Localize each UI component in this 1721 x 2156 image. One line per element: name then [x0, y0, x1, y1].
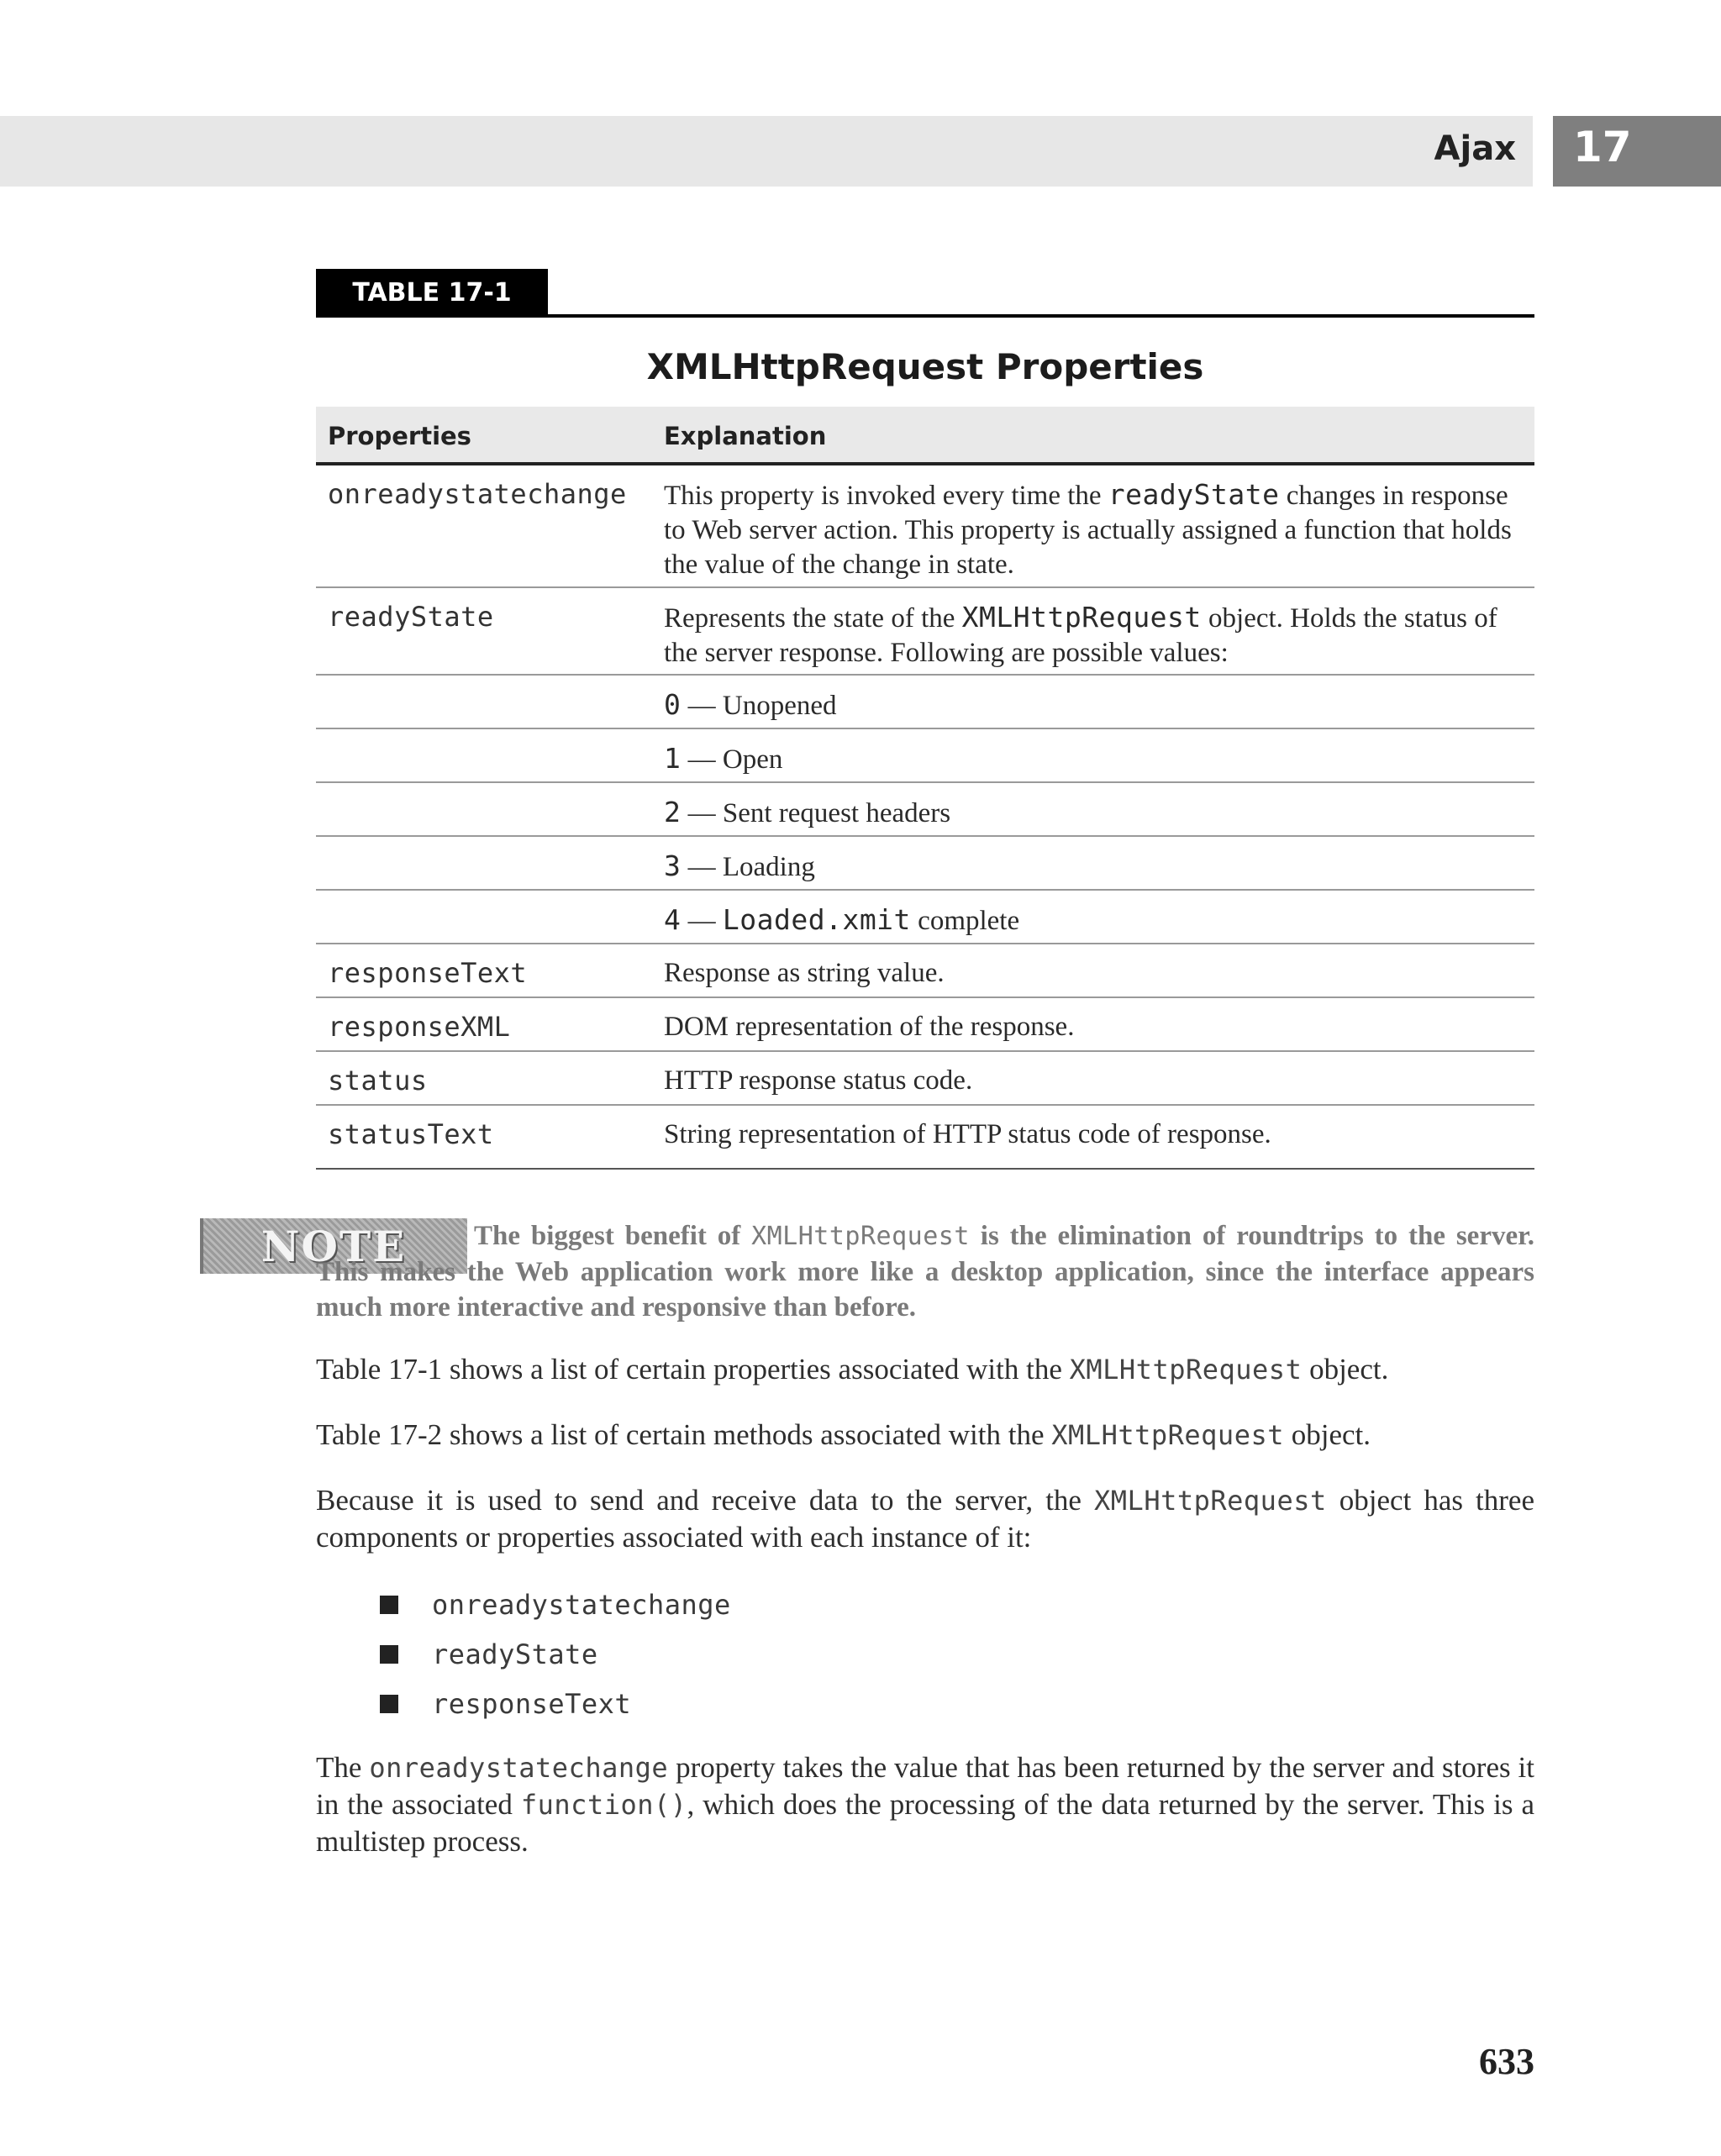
table-label: TABLE 17-1: [316, 269, 548, 316]
paragraph-code: XMLHttpRequest: [1051, 1419, 1284, 1451]
explanation-text: Response as string value.: [664, 958, 945, 988]
explanation-code: Loaded.xmit: [722, 903, 911, 936]
table-row: [316, 1052, 1534, 1106]
list-item-text: readyState: [432, 1638, 598, 1670]
explanation-text: changes in response to Web server action. This property is actually assigned a function that holds the value of the change in state.: [664, 481, 1512, 580]
property-explanation: [664, 891, 1521, 939]
running-header-title: Ajax: [1434, 129, 1516, 168]
list-item: [380, 1679, 731, 1728]
paragraph-code: XMLHttpRequest: [1094, 1485, 1327, 1517]
property-name: readyState: [328, 601, 494, 633]
table-row: [316, 465, 1534, 588]
property-explanation: [664, 729, 1521, 777]
page-number: 633: [1479, 2041, 1534, 2082]
paragraph-text: property takes the value that has been returned by the server and stores it in the associated: [316, 1751, 1534, 1821]
property-explanation: [664, 676, 1521, 723]
note-label: NOTE: [261, 1221, 407, 1271]
property-explanation: [664, 1052, 1521, 1098]
property-name: onreadystatechange: [328, 478, 627, 510]
property-name: responseText: [328, 957, 528, 989]
explanation-text: — Sent request headers: [681, 798, 951, 828]
bullet-square-icon: [380, 1695, 398, 1713]
paragraph-text: Table 17-1 shows a list of certain properties associated with the: [316, 1353, 1070, 1386]
explanation-text: String representation of HTTP status code of response.: [664, 1119, 1271, 1149]
paragraph-text: Because it is used to send and receive data to the server, the: [316, 1484, 1095, 1517]
paragraph-text: object.: [1283, 1418, 1371, 1451]
property-explanation: [664, 783, 1521, 831]
property-name: statusText: [328, 1118, 494, 1150]
property-name: status: [328, 1065, 428, 1096]
property-explanation: [664, 998, 1521, 1044]
explanation-text: object. Holds the status of the server response. Following are possible values:: [664, 603, 1497, 668]
list-item-text: onreadystatechange: [432, 1588, 731, 1621]
explanation-code: 4: [664, 903, 682, 936]
note-text: The biggest benefit of: [474, 1221, 752, 1251]
list-item: [380, 1629, 731, 1679]
paragraph-table-17-1: [316, 1351, 1534, 1388]
explanation-code: 0: [664, 688, 682, 721]
explanation-text: DOM representation of the response.: [664, 1012, 1075, 1042]
table-row: [316, 998, 1534, 1052]
property-explanation: [664, 465, 1521, 582]
paragraph-code: XMLHttpRequest: [1069, 1354, 1303, 1386]
paragraph-text: The: [316, 1751, 370, 1784]
explanation-text: — Loading: [681, 852, 815, 882]
explanation-code: readyState: [1108, 478, 1280, 511]
table-title: XMLHttpRequest Properties: [646, 346, 1204, 387]
paragraph-text: Table 17-2 shows a list of certain methods associated with the: [316, 1418, 1052, 1451]
explanation-text: Represents the state of the: [664, 603, 962, 634]
bullet-square-icon: [380, 1645, 398, 1664]
note-text: is the elimination of roundtrips to the server. This makes the Web application work more like a desktop application, since the interface appears much more interactive and responsive than before.: [316, 1221, 1534, 1323]
paragraph-text: , which does the processing of the data returned by the server. This is a multistep process.: [316, 1788, 1535, 1858]
explanation-text: —: [681, 906, 723, 936]
property-name: responseXML: [328, 1011, 511, 1043]
column-header-explanation: Explanation: [664, 422, 827, 450]
explanation-text: — Unopened: [681, 691, 837, 721]
paragraph-table-17-2: [316, 1417, 1534, 1454]
running-header-band: [0, 116, 1533, 187]
explanation-code: XMLHttpRequest: [961, 601, 1202, 634]
paragraph-components-intro: [316, 1482, 1534, 1556]
paragraph-code: onreadystatechange: [369, 1752, 669, 1784]
table-row: [316, 783, 1534, 837]
explanation-code: 3: [664, 849, 682, 882]
explanation-text: This property is invoked every time the: [664, 481, 1108, 511]
table-row: [316, 837, 1534, 891]
table-top-rule: [316, 314, 1534, 318]
paragraph-text: object has three components or properties associated with each instance of it:: [316, 1484, 1535, 1554]
property-explanation: [664, 944, 1521, 991]
table-row: [316, 729, 1534, 783]
property-explanation: [664, 588, 1521, 670]
list-item-text: responseText: [432, 1687, 632, 1720]
table-row: [316, 944, 1534, 998]
paragraph-onreadystatechange: [316, 1749, 1534, 1860]
property-explanation: [664, 837, 1521, 885]
explanation-code: 2: [664, 796, 682, 828]
explanation-text: complete: [910, 906, 1020, 936]
chapter-number: 17: [1573, 123, 1632, 171]
paragraph-code: function(): [520, 1789, 687, 1821]
table-row: [316, 676, 1534, 729]
note-text: [316, 1218, 1534, 1325]
explanation-text: HTTP response status code.: [664, 1065, 973, 1096]
property-explanation: [664, 1106, 1521, 1152]
explanation-code: 1: [664, 742, 682, 775]
table-header-row: [316, 407, 1534, 465]
explanation-text: — Open: [681, 744, 783, 775]
column-header-properties: Properties: [328, 422, 471, 450]
bullet-list: [380, 1580, 731, 1728]
note-code: XMLHttpRequest: [751, 1222, 970, 1251]
table-row: [316, 1106, 1534, 1170]
table-row: [316, 588, 1534, 676]
table-row: [316, 891, 1534, 944]
list-item: [380, 1580, 731, 1629]
table-body: [316, 465, 1534, 1170]
paragraph-text: object.: [1302, 1353, 1389, 1386]
bullet-square-icon: [380, 1596, 398, 1614]
